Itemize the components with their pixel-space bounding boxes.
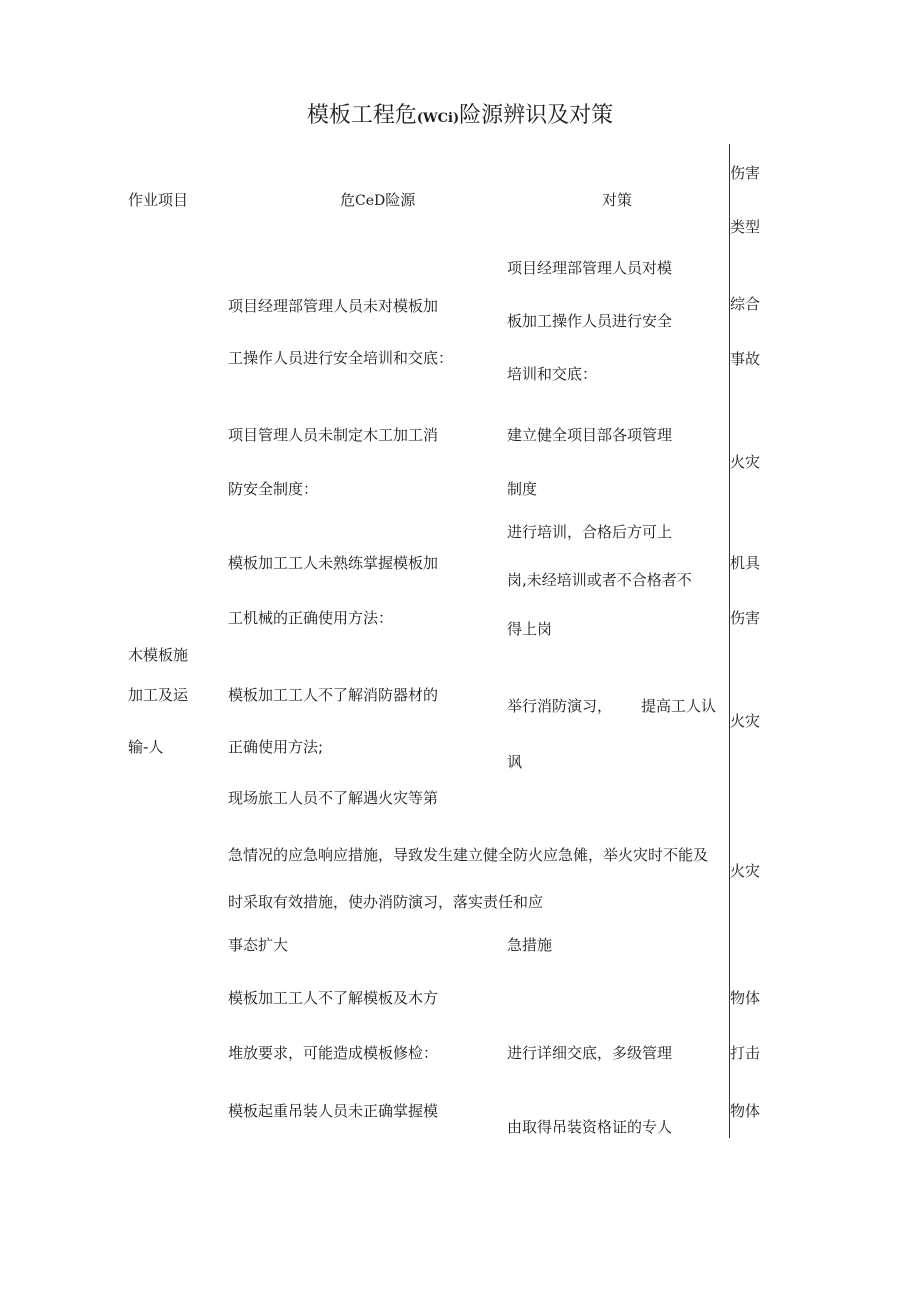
- type-line: 物体: [730, 1102, 761, 1120]
- measure-line: 得上岗: [507, 620, 553, 638]
- type-line: 事故: [730, 350, 761, 368]
- measure-line: 岗,未经培训或者不合格者不: [507, 571, 692, 589]
- hazard-line: 模板加工工人不了解模板及木方: [228, 989, 439, 1007]
- hazard-line: 项目管理人员未制定木工加工消: [228, 426, 439, 444]
- measure-line: 建立健全项目部各项管理: [507, 426, 673, 444]
- header-type-line2: 类型: [730, 218, 761, 236]
- hazard-line: 模板起重吊装人员未正确掌握模: [228, 1102, 439, 1120]
- hazard-line: 现场旅工人员不了解遇火灾等第: [228, 789, 439, 807]
- type-line: 火灾: [730, 712, 761, 730]
- measure-line: 举行消防演习，: [507, 697, 613, 715]
- header-project: 作业项目: [128, 191, 189, 209]
- hazard-line: 时采取有效措施，使办消防演习，落实责任和应: [228, 893, 544, 911]
- page-title: 模板工程危(WCi)险源辨识及对策: [306, 103, 614, 128]
- measure-line: 进行详细交底，多级管理: [507, 1044, 673, 1062]
- hazard-line: 堆放要求，可能造成模板修检：: [228, 1044, 439, 1062]
- type-line: 综合: [730, 295, 761, 313]
- hazard-line: 模板加工工人未熟练掌握模板加: [228, 554, 439, 572]
- measure-line: 急措施: [507, 936, 553, 954]
- type-line: 机具: [730, 554, 761, 572]
- project-line: 输-人: [128, 738, 164, 756]
- measure-line: 讽: [507, 753, 523, 771]
- hazard-line: 正确使用方法;: [228, 738, 324, 756]
- type-line: 火灾: [730, 453, 761, 471]
- measure-line: 项目经理部管理人员对模: [507, 259, 673, 277]
- type-line: 物体: [730, 989, 761, 1007]
- type-line: 伤害: [730, 609, 761, 627]
- measure-line: 制度: [507, 480, 538, 498]
- measure-line: 进行培训，合格后方可上: [507, 523, 673, 541]
- hazard-line: 急情况的应急响应措施，导致发生建立健全防火应急傩，举火灾时不能及: [228, 846, 709, 864]
- header-hazard: 危CeD险源: [340, 191, 416, 209]
- header-type-line1: 伤害: [730, 164, 761, 182]
- measure-line: 提高工人认: [641, 697, 717, 715]
- type-line: 打击: [730, 1044, 761, 1062]
- header-measure: 对策: [602, 191, 633, 209]
- measure-line: 培训和交底：: [507, 365, 598, 383]
- hazard-line: 工机械的正确使用方法：: [228, 609, 394, 627]
- project-line: 木模板施: [128, 646, 189, 664]
- hazard-line: 项目经理部管理人员未对模板加: [228, 297, 439, 315]
- type-line: 火灾: [730, 862, 761, 880]
- measure-line: 板加工操作人员进行安全: [507, 312, 673, 330]
- project-line: 加工及运: [128, 686, 189, 704]
- hazard-line: 工操作人员进行安全培训和交底：: [228, 349, 454, 367]
- measure-line: 由取得吊装资格证的专人: [507, 1118, 673, 1136]
- hazard-line: 防安全制度：: [228, 480, 319, 498]
- hazard-line: 事态扩大: [228, 936, 289, 954]
- hazard-line: 模板加工工人不了解消防器材的: [228, 686, 439, 704]
